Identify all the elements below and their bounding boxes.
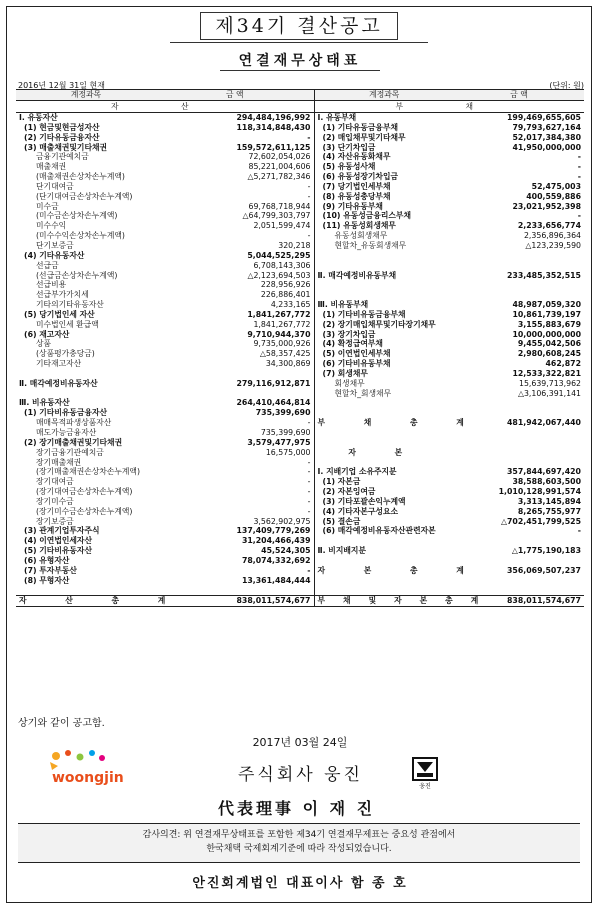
table-row <box>16 408 584 418</box>
asset-account-cell: 미수법인세 환급액 <box>36 319 99 329</box>
liability-amount-cell <box>454 536 584 546</box>
publication-date: 2017년 03월 24일 <box>252 736 348 749</box>
table-row <box>16 290 584 300</box>
liability-account-cell: Ⅰ. 지배기업 소유주지분 <box>317 467 397 477</box>
asset-account-cell <box>16 369 156 379</box>
asset-amount-cell: - <box>156 231 314 241</box>
table-row <box>16 182 584 192</box>
table-row <box>16 458 584 468</box>
asset-amount-cell: △64,799,303,797 <box>156 211 314 221</box>
liability-amount-cell: 8,265,755,977 <box>517 506 581 516</box>
liability-amount-cell <box>454 556 584 566</box>
asset-account-cell: (매출채권손상차손누계액) <box>36 172 125 182</box>
liability-account-cell: 회생채무 <box>334 378 365 388</box>
total-assets-amount: 838,011,574,677 <box>156 596 314 607</box>
table-row <box>16 487 584 497</box>
asset-account-cell <box>16 389 156 399</box>
asset-amount-cell <box>156 369 314 379</box>
liability-amount-cell <box>454 458 584 468</box>
liability-account-cell: (2) 장기매입채무및기타장기채무 <box>322 319 436 329</box>
asset-account-cell: (2) 기타유동금융자산 <box>24 132 100 142</box>
asset-amount-cell: - <box>156 497 314 507</box>
liability-amount-cell: 9,455,042,506 <box>517 339 581 349</box>
liability-amount-cell <box>454 398 584 408</box>
liability-account-cell: 부 채 총 계 <box>317 418 482 428</box>
liability-amount-cell: △702,451,799,525 <box>501 516 581 526</box>
asset-account-cell: (4) 기타유동자산 <box>24 250 85 260</box>
asset-account-cell: 단기대여금 <box>36 181 74 191</box>
column-header: 금 액 <box>156 90 314 101</box>
liability-account-cell: (3) 장기차입금 <box>322 329 376 339</box>
liability-amount-cell: - <box>577 172 581 182</box>
asset-amount-cell: - <box>156 467 314 477</box>
asset-account-cell: Ⅰ. 유동자산 <box>19 113 58 122</box>
assets-section-label: 자 산 <box>16 101 314 113</box>
asset-account-cell: (선급금손상차손누계액) <box>36 270 118 280</box>
liability-amount-cell: 52,475,003 <box>531 181 581 191</box>
liability-amount-cell: 15,639,713,962 <box>518 378 581 388</box>
page-title: 제34기 결산공고 <box>200 12 398 40</box>
closing-note: 상기와 같이 공고함. <box>18 718 105 729</box>
liability-amount-cell <box>454 280 584 290</box>
asset-account-cell: 상품 <box>36 339 52 349</box>
asset-account-cell: (5) 당기법인세 자산 <box>24 309 95 319</box>
asset-amount-cell: 228,956,926 <box>156 280 314 290</box>
table-row <box>16 251 584 261</box>
asset-amount-cell: - <box>156 566 314 576</box>
liability-amount-cell: 12,533,322,821 <box>512 368 581 378</box>
liability-amount-cell <box>454 408 584 418</box>
column-header: 금 액 <box>454 90 584 101</box>
liability-account-cell: (5) 결손금 <box>322 516 361 526</box>
table-row <box>16 310 584 320</box>
table-row <box>16 536 584 546</box>
asset-account-cell: (5) 기타비유동자산 <box>24 546 92 556</box>
liability-amount-cell <box>454 448 584 458</box>
liability-amount-cell: 38,588,603,500 <box>512 477 581 487</box>
liability-amount-cell: 48,987,059,320 <box>512 300 581 310</box>
asset-amount-cell: - <box>156 133 314 143</box>
audit-opinion-box <box>18 823 580 863</box>
table-row <box>16 448 584 458</box>
auditor-signature: 안진회계법인 대표이사 함 종 호 <box>192 876 408 891</box>
liability-account-cell: 자 본 <box>348 447 421 457</box>
liability-amount-cell: 23,021,952,398 <box>512 201 581 211</box>
table-row <box>16 379 584 389</box>
asset-account-cell: 매도가능금융자산 <box>36 428 97 437</box>
liability-account-cell: (8) 유동성충당부채 <box>322 191 391 201</box>
liability-amount-cell: 10,861,739,197 <box>512 309 581 319</box>
asset-amount-cell: 294,484,196,992 <box>156 113 314 123</box>
asset-amount-cell: 9,735,000,926 <box>156 339 314 349</box>
table-row <box>16 202 584 212</box>
table-row <box>16 546 584 556</box>
liability-account-cell <box>314 536 454 546</box>
table-row <box>16 517 584 527</box>
liability-amount-cell: 357,844,697,420 <box>507 467 581 477</box>
table-row <box>16 467 584 477</box>
unit-note: (단위: 원) <box>549 81 584 90</box>
asset-amount-cell: 735,399,690 <box>156 428 314 438</box>
asset-account-cell: 장기대여금 <box>36 477 74 487</box>
asset-amount-cell: - <box>156 487 314 497</box>
asset-amount-cell: 31,204,466,439 <box>156 536 314 546</box>
table-row <box>16 280 584 290</box>
asset-amount-cell: 226,886,401 <box>156 290 314 300</box>
liability-account-cell <box>314 408 454 418</box>
table-row <box>16 192 584 202</box>
liability-amount-cell: 2,980,608,245 <box>517 349 581 359</box>
liability-account-cell <box>314 280 454 290</box>
asset-account-cell: 장기미수금 <box>36 496 74 506</box>
liability-amount-cell: △3,106,391,141 <box>517 388 581 398</box>
as-of-date: 2016년 12월 31일 현재 <box>18 81 105 90</box>
liability-account-cell: 현할차_유동회생채무 <box>334 240 407 250</box>
section-header-row <box>16 101 584 113</box>
table-row <box>16 133 584 143</box>
liability-amount-cell: 233,485,352,515 <box>507 270 581 280</box>
asset-amount-cell: 137,409,779,269 <box>156 526 314 536</box>
asset-amount-cell: 9,710,944,370 <box>156 330 314 340</box>
table-row <box>16 330 584 340</box>
liability-account-cell: (11) 유동성회생채무 <box>322 221 396 231</box>
liability-account-cell <box>314 458 454 468</box>
statement-title: 연결재무상태표 <box>238 53 362 69</box>
liability-account-cell: (4) 기타자본구성요소 <box>322 506 399 516</box>
liability-account-cell: 유동성회생채무 <box>334 231 388 241</box>
asset-account-cell: (장기미수금손상차손누계액) <box>36 506 133 516</box>
table-row <box>16 497 584 507</box>
asset-amount-cell: 3,562,902,975 <box>156 517 314 527</box>
liability-account-cell <box>314 586 454 596</box>
table-row <box>16 143 584 153</box>
company-name: 주식회사 웅진 <box>238 765 363 785</box>
table-row <box>16 241 584 251</box>
asset-amount-cell: 1,841,267,772 <box>156 310 314 320</box>
table-row <box>16 438 584 448</box>
asset-amount-cell: 279,116,912,871 <box>156 379 314 389</box>
liability-account-cell: (2) 매입채무및기타채무 <box>322 132 406 142</box>
asset-amount-cell: 2,051,599,474 <box>156 221 314 231</box>
asset-account-cell: (상품평가충당금) <box>36 349 95 359</box>
asset-amount-cell: - <box>156 182 314 192</box>
asset-account-cell: (8) 무형자산 <box>24 575 70 585</box>
liability-account-cell: Ⅲ. 비유동부채 <box>317 300 369 310</box>
liability-amount-cell: 79,793,627,164 <box>512 122 581 132</box>
liability-amount-cell: 3,155,883,679 <box>517 319 581 329</box>
asset-amount-cell: 78,074,332,692 <box>156 556 314 566</box>
asset-amount-cell: 264,410,464,814 <box>156 398 314 408</box>
table-row <box>16 211 584 221</box>
asset-account-cell: (장기매출채권손상차손누계액) <box>36 467 140 477</box>
liability-amount-cell: 400,559,886 <box>526 191 581 201</box>
table-row <box>16 231 584 241</box>
asset-amount-cell: △2,123,694,503 <box>156 271 314 281</box>
asset-amount-cell <box>156 586 314 596</box>
total-row <box>16 596 584 607</box>
asset-account-cell <box>16 586 156 596</box>
asset-account-cell: 미수금 <box>36 201 59 211</box>
liability-amount-cell <box>454 576 584 586</box>
asset-account-cell: (1) 기타비유동금융자산 <box>24 408 108 418</box>
asset-amount-cell: - <box>156 507 314 517</box>
table-row <box>16 477 584 487</box>
asset-account-cell: 장기보증금 <box>36 516 74 526</box>
table-row <box>16 576 584 586</box>
asset-account-cell: (6) 재고자산 <box>24 329 70 339</box>
asset-amount-cell: 85,221,004,606 <box>156 162 314 172</box>
liability-amount-cell <box>454 261 584 271</box>
asset-amount-cell: 45,524,305 <box>156 546 314 556</box>
table-row <box>16 221 584 231</box>
asset-account-cell: (미수금손상차손누계액) <box>36 211 118 221</box>
liability-account-cell: (5) 유동성사채 <box>322 162 376 172</box>
asset-account-cell: (2) 장기매출채권및기타채권 <box>24 437 123 447</box>
balance-sheet-table <box>16 89 584 607</box>
liability-amount-cell: 481,942,067,440 <box>507 418 581 428</box>
asset-account-cell: (6) 유형자산 <box>24 555 70 565</box>
asset-account-cell: 선급비용 <box>36 280 67 290</box>
asset-account-cell: (장기대여금손상차손누계액) <box>36 487 133 497</box>
liability-amount-cell: 356,069,507,237 <box>507 565 581 575</box>
liability-account-cell <box>314 290 454 300</box>
asset-amount-cell <box>156 389 314 399</box>
liability-account-cell: (1) 기타유동금융부채 <box>322 122 399 132</box>
subtitle-divider <box>220 70 380 71</box>
liability-amount-cell: 199,469,655,605 <box>507 113 581 122</box>
asset-account-cell: 기타재고자산 <box>36 359 82 369</box>
asset-account-cell: 선급금 <box>36 260 59 270</box>
liability-account-cell: (5) 이연법인세부채 <box>322 349 391 359</box>
asset-account-cell: 미수수익 <box>36 221 67 231</box>
logo-wordmark: woongjin <box>52 770 124 786</box>
liability-account-cell: (10) 유동성금융리스부채 <box>322 211 411 221</box>
liability-account-cell: (2) 자본잉여금 <box>322 487 376 497</box>
liability-amount-cell: 10,000,000,000 <box>512 329 581 339</box>
asset-amount-cell: 69,768,718,944 <box>156 202 314 212</box>
company-seal-icon <box>410 756 440 790</box>
asset-amount-cell: 72,602,054,026 <box>156 152 314 162</box>
audit-opinion-line: 한국채택 국제회계기준에 따라 작성되었습니다. <box>206 844 392 854</box>
liability-account-cell: (6) 매각예정비유동자산관련자본 <box>322 526 436 536</box>
title-divider <box>170 42 428 43</box>
asset-account-cell: 금융기관예치금 <box>36 152 89 162</box>
column-header: 계정과목 <box>16 90 156 101</box>
liability-account-cell <box>314 556 454 566</box>
liability-account-cell: (6) 기타비유동부채 <box>322 359 391 369</box>
asset-account-cell: 장기매출채권 <box>36 457 82 467</box>
asset-account-cell: 선급부가가치세 <box>36 290 89 300</box>
liability-amount-cell: △123,239,590 <box>525 240 581 250</box>
total-liabilities-equity-amount: 838,011,574,677 <box>454 596 584 607</box>
table-row <box>16 369 584 379</box>
table-row <box>16 271 584 281</box>
table-row <box>16 359 584 369</box>
asset-amount-cell: 4,233,165 <box>156 300 314 310</box>
asset-amount-cell: 34,300,869 <box>156 359 314 369</box>
liability-account-cell: (1) 기타비유동금융부채 <box>322 309 406 319</box>
table-row <box>16 398 584 408</box>
liability-account-cell: (3) 단기차입금 <box>322 142 376 152</box>
asset-amount-cell: - <box>156 477 314 487</box>
liability-account-cell: (6) 유동성장기차입금 <box>322 172 399 182</box>
table-row <box>16 526 584 536</box>
liability-amount-cell: 462,872 <box>545 359 581 369</box>
table-row <box>16 152 584 162</box>
seal-caption: 웅진 <box>419 783 431 790</box>
liability-amount-cell: - <box>577 211 581 221</box>
liability-amount-cell: 41,950,000,000 <box>512 142 581 152</box>
table-row <box>16 418 584 428</box>
asset-amount-cell: 735,399,690 <box>156 408 314 418</box>
asset-account-cell: 단기보증금 <box>36 240 74 250</box>
asset-amount-cell: 5,044,525,295 <box>156 251 314 261</box>
liability-account-cell: (4) 자산유동화채무 <box>322 152 391 162</box>
column-header: 계정과목 <box>314 90 454 101</box>
liability-amount-cell <box>454 290 584 300</box>
audit-opinion-line: 감사의견: 위 연결재무상태표를 포함한 제34기 연결재무제표는 중요성 관점에서 <box>142 830 456 840</box>
liability-amount-cell: 3,313,145,894 <box>517 496 581 506</box>
table-row <box>16 300 584 310</box>
liability-amount-cell <box>454 438 584 448</box>
liability-account-cell: (4) 확정급여부채 <box>322 339 383 349</box>
asset-account-cell: (단기대여금손상차손누계액) <box>36 191 133 201</box>
asset-account-cell: (4) 이연법인세자산 <box>24 536 92 546</box>
table-row <box>16 428 584 438</box>
asset-amount-cell: 320,218 <box>156 241 314 251</box>
asset-amount-cell: 1,841,267,772 <box>156 320 314 330</box>
table-row <box>16 172 584 182</box>
table-row <box>16 123 584 133</box>
asset-account-cell: (3) 매출채권및기타채권 <box>24 142 108 152</box>
liability-account-cell: (7) 당기법인세부채 <box>322 181 391 191</box>
liability-amount-cell: 1,010,128,991,574 <box>498 487 581 497</box>
liability-account-cell: 현할차_회생채무 <box>334 388 392 398</box>
asset-amount-cell: - <box>156 418 314 428</box>
liability-amount-cell: 2,233,656,774 <box>517 221 581 231</box>
liability-account-cell: (3) 기타포괄손익누계액 <box>322 496 406 506</box>
asset-account-cell: 매매목적파생상품자산 <box>36 418 112 428</box>
asset-account-cell: 매출채권 <box>36 162 67 172</box>
asset-amount-cell: 118,314,848,430 <box>156 123 314 133</box>
asset-amount-cell: - <box>156 458 314 468</box>
table-row <box>16 349 584 359</box>
asset-account-cell: Ⅱ. 매각예정비유동자산 <box>19 378 98 388</box>
total-liabilities-equity-label: 부채및자본총계 <box>314 596 454 607</box>
liability-amount-cell: - <box>577 526 581 536</box>
liability-account-cell: (7) 회생채무 <box>322 368 368 378</box>
liability-account-cell: (1) 자본금 <box>322 477 361 487</box>
table-row <box>16 389 584 399</box>
asset-amount-cell: △58,357,425 <box>156 349 314 359</box>
liability-amount-cell: 2,356,896,364 <box>523 231 581 241</box>
table-row <box>16 586 584 596</box>
asset-account-cell: (3) 관계기업투자주식 <box>24 526 100 536</box>
table-row <box>16 320 584 330</box>
table-header-row <box>16 90 584 101</box>
table-row <box>16 556 584 566</box>
liability-account-cell <box>314 398 454 408</box>
table-row <box>16 261 584 271</box>
liability-amount-cell <box>454 428 584 438</box>
table-row <box>16 339 584 349</box>
asset-account-cell: (미수수익손상차손누계액) <box>36 231 125 241</box>
liability-account-cell: (9) 기타유동부채 <box>322 201 383 211</box>
asset-account-cell: 기타의기타유동자산 <box>36 300 104 310</box>
liability-account-cell <box>314 576 454 586</box>
total-assets-label: 자 산 총 계 <box>16 596 156 607</box>
asset-amount-cell: 3,579,477,975 <box>156 438 314 448</box>
liability-account-cell <box>314 438 454 448</box>
asset-amount-cell: 13,361,484,444 <box>156 576 314 586</box>
asset-amount-cell: △5,271,782,346 <box>156 172 314 182</box>
liability-amount-cell: - <box>577 152 581 162</box>
liability-account-cell: Ⅱ. 매각예정비유동부채 <box>317 270 397 280</box>
liability-account-cell <box>314 251 454 261</box>
asset-amount-cell: 16,575,000 <box>156 448 314 458</box>
asset-amount-cell: 6,708,143,306 <box>156 261 314 271</box>
liability-account-cell <box>314 428 454 438</box>
liability-account-cell <box>314 261 454 271</box>
asset-account-cell: Ⅲ. 비유동자산 <box>19 398 70 408</box>
table-row <box>16 566 584 576</box>
liability-account-cell: Ⅱ. 비지배지분 <box>317 546 366 556</box>
table-row <box>16 113 584 123</box>
liabilities-section-label: 부 채 <box>314 101 584 113</box>
asset-account-cell: 장기금융기관예치금 <box>36 447 104 457</box>
table-row <box>16 507 584 517</box>
table-row <box>16 162 584 172</box>
asset-account-cell: (1) 현금및현금성자산 <box>24 122 100 132</box>
liability-account-cell: 자 본 총 계 <box>317 565 482 575</box>
liability-amount-cell: 52,017,384,380 <box>512 132 581 142</box>
liability-amount-cell: △1,775,190,183 <box>511 546 581 556</box>
asset-amount-cell: 159,572,611,125 <box>156 143 314 153</box>
liability-amount-cell: - <box>577 162 581 172</box>
asset-account-cell: (7) 투자부동산 <box>24 565 77 575</box>
liability-account-cell: Ⅰ. 유동부채 <box>317 113 357 122</box>
ceo-name: 代表理事 이 재 진 <box>218 799 376 818</box>
asset-amount-cell: - <box>156 192 314 202</box>
liability-amount-cell <box>454 251 584 261</box>
liability-amount-cell <box>454 586 584 596</box>
